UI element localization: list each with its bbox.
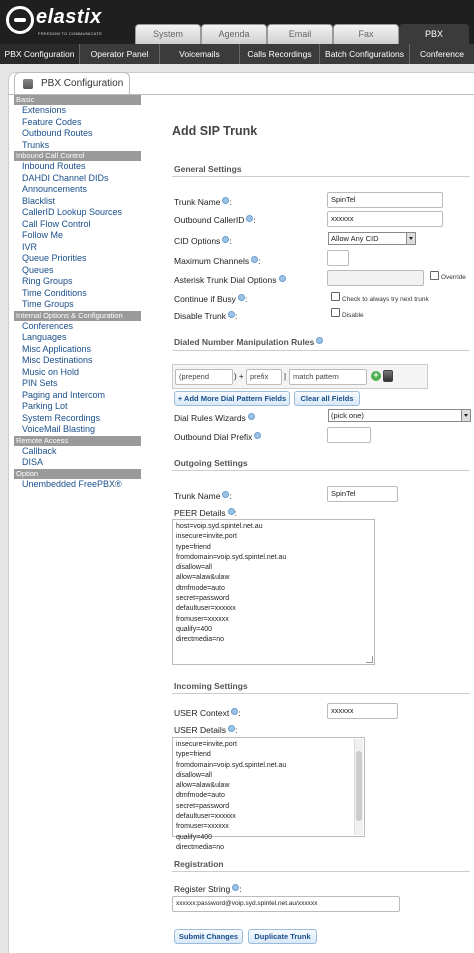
sidebar-item-time-conditions[interactable]: Time Conditions	[22, 287, 87, 298]
max-channels-input[interactable]	[327, 250, 349, 266]
sidebar-item-parking-lot[interactable]: Parking Lot	[22, 401, 68, 411]
outgoing-divider	[172, 470, 470, 471]
sidebar-category-basic: Basic	[14, 95, 141, 105]
cid-options-label-text: CID Options	[174, 236, 221, 246]
sidebar-item-ring-groups[interactable]: Ring Groups	[22, 276, 73, 286]
peer-line: qualify=400	[176, 625, 213, 633]
peer-details-label-text: PEER Details	[174, 508, 226, 518]
pbx-tab-label: PBX Configuration	[41, 78, 124, 89]
help-icon[interactable]	[279, 275, 286, 282]
cid-options-value: Allow Any CID	[331, 234, 379, 243]
dial-rules-divider	[172, 350, 470, 351]
help-icon[interactable]	[254, 432, 261, 439]
trunk-name-label-text: Trunk Name	[174, 197, 221, 207]
sidebar-item-inbound-routes[interactable]: Inbound Routes	[22, 161, 86, 171]
logo-icon	[6, 6, 34, 34]
user-line: defaultuser=xxxxxx	[176, 813, 236, 821]
user-line: insecure=invite,port	[176, 741, 237, 748]
sidebar-item-music-on-hold[interactable]: Music on Hold	[22, 366, 80, 377]
user-details-textarea[interactable]	[172, 737, 365, 851]
subnav-operator-panel[interactable]: Operator Panel	[80, 44, 160, 64]
user-context-label-text: USER Context	[174, 708, 230, 718]
help-icon[interactable]	[228, 508, 235, 515]
sidebar-category-option: Option	[14, 469, 141, 479]
sidebar-item-languages[interactable]: Languages	[22, 332, 67, 342]
peer-line: type=friend	[176, 543, 211, 551]
continue-if-busy-checkbox[interactable]	[331, 292, 340, 301]
dial-rules-wizards-label-text: Dial Rules Wizards	[174, 413, 246, 423]
add-pattern-icon[interactable]: +	[371, 371, 381, 381]
sidebar-item-voicemail-blasting[interactable]: VoiceMail Blasting	[22, 424, 96, 434]
help-icon[interactable]	[246, 215, 253, 222]
continue-if-busy-label: Continue if Busy :	[174, 294, 248, 304]
general-divider	[172, 176, 470, 177]
user-context-input[interactable]: xxxxxx	[327, 703, 398, 719]
sidebar-item-system-recordings[interactable]: System Recordings	[22, 412, 101, 423]
dial-rules-wizards-label	[174, 413, 255, 423]
outgoing-trunk-name-label: Trunk Name :	[174, 491, 232, 501]
sidebar-item-trunks[interactable]: Trunks	[22, 139, 50, 150]
tab-system[interactable]: System	[135, 24, 201, 44]
help-icon[interactable]	[232, 884, 239, 891]
registration-divider	[172, 871, 470, 872]
sidebar-item-misc-destinations[interactable]: Misc Destinations	[22, 355, 93, 365]
sidebar-item-ivr[interactable]: IVR	[22, 241, 38, 252]
help-icon[interactable]	[228, 311, 235, 318]
incoming-divider	[172, 693, 470, 694]
sidebar-item-blacklist[interactable]: Blacklist	[22, 195, 56, 206]
sidebar-item-time-groups[interactable]: Time Groups	[22, 299, 74, 309]
help-icon[interactable]	[228, 725, 235, 732]
help-icon[interactable]	[231, 708, 238, 715]
outbound-dial-prefix-label-text: Outbound Dial Prefix	[174, 432, 253, 442]
user-details-scrollbar[interactable]	[354, 739, 363, 835]
dial-rules-heading	[174, 337, 323, 347]
max-channels-label: Maximum Channels :	[174, 256, 261, 266]
max-channels-label-text: Maximum Channels	[174, 256, 250, 266]
disable-trunk-description: Disable	[342, 312, 364, 319]
top-tabs	[135, 24, 469, 44]
help-icon[interactable]	[248, 413, 255, 420]
continue-if-busy-description: Check to always try next trunk	[342, 296, 429, 303]
sidebar-item-misc-applications[interactable]: Misc Applications	[22, 343, 92, 354]
sidebar-item-queues[interactable]: Queues	[22, 264, 54, 275]
help-icon[interactable]	[222, 197, 229, 204]
asterisk-dial-options-label-text: Asterisk Trunk Dial Options	[174, 275, 277, 285]
user-line: secret=password	[176, 802, 230, 810]
user-line: qualify=400	[176, 833, 213, 841]
dial-rules-wizards-select[interactable]	[328, 409, 471, 422]
subnav-conference[interactable]: Conference	[420, 49, 464, 59]
trunk-name-label: Trunk Name :	[174, 197, 232, 207]
register-string-label: Register String :	[174, 884, 242, 894]
chevron-down-icon	[406, 233, 415, 244]
peer-line: insecure=invite,port	[176, 533, 237, 541]
user-line: allow=alaw&ulaw	[176, 782, 230, 790]
subnav-calls-recordings[interactable]: Calls Recordings	[240, 44, 320, 64]
subnav-batch-configurations[interactable]: Batch Configurations	[320, 44, 410, 64]
outgoing-trunk-name-label-text: Trunk Name	[174, 491, 221, 501]
subnav-voicemails[interactable]: Voicemails	[160, 44, 240, 64]
trash-icon[interactable]	[383, 370, 393, 382]
sidebar-category-remote: Remote Access	[14, 436, 141, 446]
help-icon[interactable]	[222, 491, 229, 498]
user-line: fromuser=xxxxxx	[176, 823, 229, 831]
plus-separator: ) +	[234, 372, 244, 381]
user-details-label-text: USER Details	[174, 725, 226, 735]
user-line: fromdomain=voip.syd.spintel.net.au	[176, 761, 287, 769]
cid-options-label: CID Options :	[174, 236, 232, 246]
prefix-input[interactable]: prefix	[246, 369, 282, 385]
pipe-separator: |	[284, 372, 287, 381]
tab-agenda[interactable]: Agenda	[201, 24, 267, 44]
peer-line: fromuser=xxxxxx	[176, 615, 229, 623]
sidebar-item-callerid-lookup-sources[interactable]: CallerID Lookup Sources	[22, 207, 123, 217]
disable-trunk-checkbox[interactable]	[331, 308, 340, 317]
sidebar-item-feature-codes[interactable]: Feature Codes	[22, 116, 82, 127]
logo-tagline: FREEDOM TO COMMUNICATE	[38, 31, 103, 36]
outgoing-settings-heading: Outgoing Settings	[174, 458, 248, 468]
sidebar-category-inbound: Inbound Call Control	[14, 151, 141, 161]
logo-name: elastix	[36, 6, 102, 28]
sidebar-item-dahdi-channel-dids[interactable]: DAHDI Channel DIDs	[22, 172, 109, 183]
sidebar-category-internal: Internal Options & Configuration	[14, 311, 141, 321]
outgoing-trunk-name-input[interactable]: SpinTel	[327, 486, 398, 502]
peer-line: dtmfmode=auto	[176, 584, 225, 592]
peer-details-label: PEER Details :	[174, 508, 237, 518]
asterisk-dial-options-input[interactable]	[327, 270, 424, 286]
match-pattern-input[interactable]: match pattern	[289, 369, 367, 385]
help-icon[interactable]	[251, 256, 258, 263]
sidebar-item-announcements[interactable]: Announcements	[22, 184, 88, 194]
dial-rules-heading-text: Dialed Number Manipulation Rules	[174, 337, 315, 347]
peer-line: disallow=all	[176, 564, 212, 572]
incoming-settings-heading: Incoming Settings	[174, 681, 248, 691]
subnav-pbx-configuration[interactable]: PBX Configuration	[0, 44, 80, 64]
sidebar-item-pin-sets[interactable]: PIN Sets	[22, 378, 58, 388]
peer-line: defaultuser=xxxxxx	[176, 605, 236, 613]
sub-nav	[0, 44, 474, 64]
sidebar-item-disa[interactable]: DISA	[22, 457, 44, 467]
top-bar	[0, 0, 474, 44]
user-line: dtmfmode=auto	[176, 792, 225, 800]
trunk-name-input[interactable]: SpinTel	[327, 192, 443, 208]
add-more-dial-pattern-button[interactable]: + Add More Dial Pattern Fields	[174, 391, 290, 406]
general-settings-heading: General Settings	[174, 164, 242, 174]
tab-pbx[interactable]: PBX	[399, 24, 469, 44]
outbound-callerid-input[interactable]: xxxxxx	[327, 211, 443, 227]
registration-heading: Registration	[174, 859, 224, 869]
help-icon[interactable]	[238, 294, 245, 301]
continue-if-busy-label-text: Continue if Busy	[174, 294, 236, 304]
outbound-callerid-label: Outbound CallerID :	[174, 215, 256, 225]
pbx-configuration-tab[interactable]	[14, 72, 130, 94]
register-string-input[interactable]: xxxxxx:password@voip.syd.spintel.net.au/xxxxxx	[172, 896, 400, 912]
clear-all-fields-button[interactable]: Clear all Fields	[294, 391, 360, 406]
sidebar-item-follow-me[interactable]: Follow Me	[22, 230, 64, 240]
sidebar-item-queue-priorities[interactable]: Queue Priorities	[22, 253, 87, 263]
peer-details-textarea[interactable]	[172, 519, 375, 665]
outbound-callerid-label-text: Outbound CallerID	[174, 215, 245, 225]
override-label: Override	[441, 274, 466, 281]
sidebar-item-outbound-routes[interactable]: Outbound Routes	[22, 128, 93, 138]
outbound-dial-prefix-input[interactable]	[327, 427, 371, 443]
duplicate-trunk-button[interactable]: Duplicate Trunk	[248, 929, 317, 944]
disable-trunk-label-text: Disable Trunk	[174, 311, 226, 321]
user-line: directmedia=no	[176, 843, 225, 851]
sidebar	[14, 95, 141, 490]
scrollbar-thumb[interactable]	[356, 751, 362, 821]
tab-fax[interactable]: Fax	[333, 24, 399, 44]
sidebar-item-unembedded-freepbx[interactable]: Unembedded FreePBX®	[22, 478, 122, 489]
peer-line: secret=password	[176, 595, 230, 603]
help-icon[interactable]	[222, 236, 229, 243]
sidebar-item-paging-and-intercom[interactable]: Paging and Intercom	[22, 389, 106, 400]
help-icon[interactable]	[316, 337, 323, 344]
elastix-logo[interactable]	[6, 4, 126, 40]
register-string-label-text: Register String	[174, 884, 231, 894]
user-context-label: USER Context :	[174, 708, 241, 718]
user-line: type=friend	[176, 751, 211, 759]
dial-rules-wizards-value: (pick one)	[331, 411, 364, 420]
peer-line: directmedia=no	[176, 636, 225, 644]
peer-line: host=voip.syd.spintel.net.au	[176, 523, 263, 530]
sidebar-item-call-flow-control[interactable]: Call Flow Control	[22, 218, 91, 229]
peer-line: allow=alaw&ulaw	[176, 574, 230, 582]
prepend-input[interactable]: (prepend	[175, 369, 233, 385]
override-checkbox[interactable]	[430, 271, 439, 280]
disable-trunk-label: Disable Trunk :	[174, 311, 238, 321]
sidebar-item-callback[interactable]: Callback	[22, 445, 57, 456]
tab-email[interactable]: Email	[267, 24, 333, 44]
resize-handle[interactable]	[366, 656, 373, 663]
user-line: disallow=all	[176, 771, 212, 779]
sidebar-item-extensions[interactable]: Extensions	[22, 105, 67, 115]
submit-changes-button[interactable]: Submit Changes	[174, 929, 243, 944]
sidebar-item-conferences[interactable]: Conferences	[22, 320, 74, 331]
user-details-label: USER Details :	[174, 725, 238, 735]
chevron-down-icon	[461, 410, 470, 421]
pbx-icon	[23, 79, 33, 89]
cid-options-select[interactable]	[328, 232, 416, 245]
asterisk-dial-options-label	[174, 275, 286, 285]
peer-line: fromdomain=voip.syd.spintel.net.au	[176, 553, 287, 561]
outbound-dial-prefix-label	[174, 432, 261, 442]
page-title: Add SIP Trunk	[172, 124, 258, 138]
